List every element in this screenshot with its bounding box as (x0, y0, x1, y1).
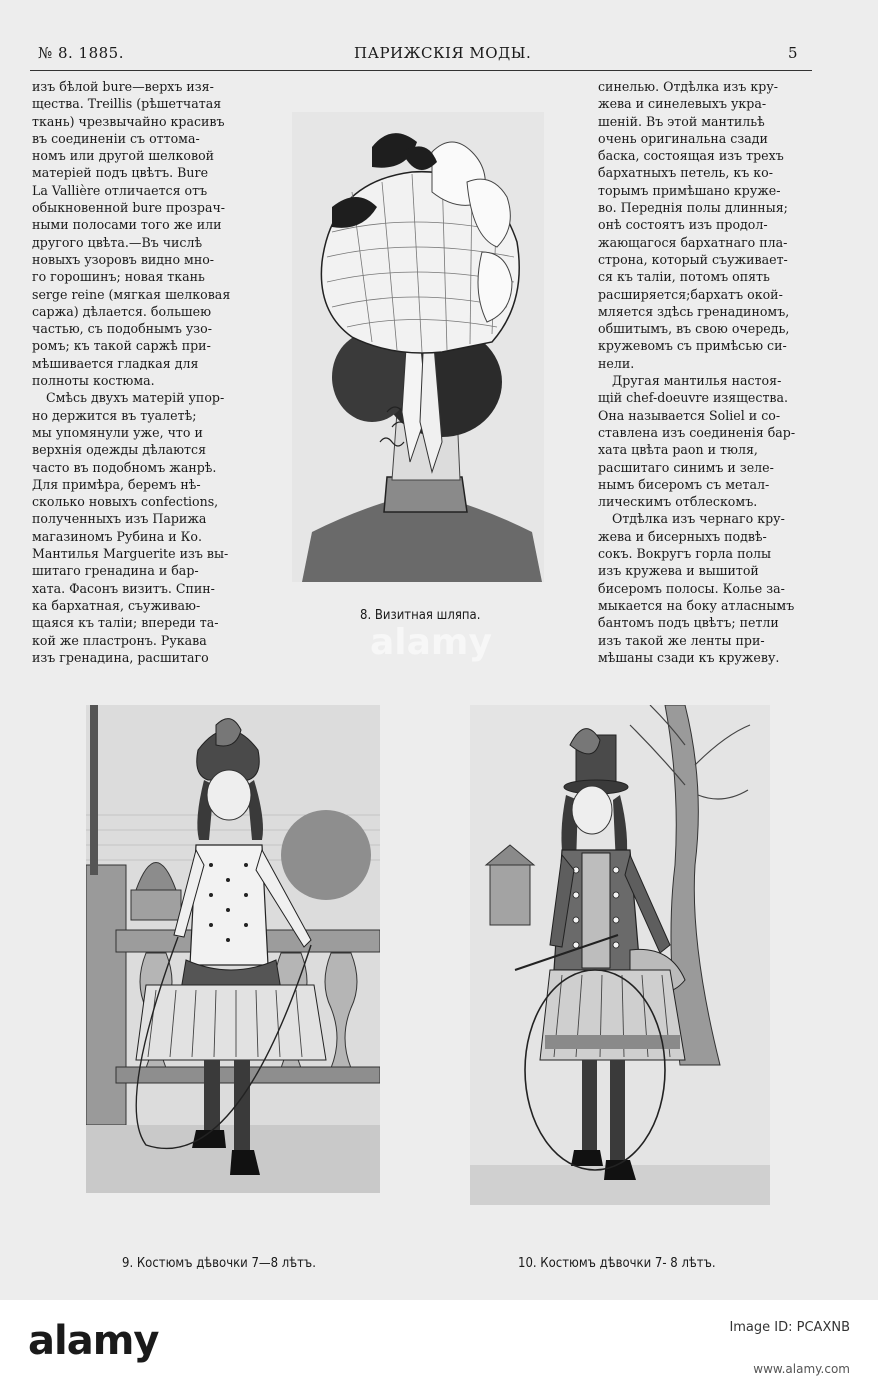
text-line: но держится въ туалетѣ; (32, 407, 197, 423)
text-line: мляется здѣсь гренадиномъ, (598, 303, 790, 319)
girl-hoop-illustration (470, 705, 770, 1205)
text-line: расширяется;бархатъ окой- (598, 286, 783, 302)
page-number: 5 (788, 44, 799, 62)
text-line: Смѣсь двухъ матерiй упор- (46, 390, 225, 406)
text-line: ткань) чрезвычайно красивъ (32, 113, 225, 129)
girl-jump-rope-illustration (86, 705, 380, 1193)
right-text-column (598, 78, 820, 666)
text-line: новыхъ узоровъ видно мно- (32, 251, 215, 267)
header-rule (30, 70, 812, 71)
text-line: верхнiя одежды дѣлаются (32, 442, 207, 458)
text-line: матерiей подъ цвѣтъ. Bure (32, 165, 209, 181)
text-line: жающагося бархатнаго пла- (598, 234, 788, 250)
text-line: другого цвѣта.—Въ числѣ (32, 234, 203, 250)
text-line: саржа) дѣлается. большею (32, 303, 212, 319)
text-line: Она называется Soliel и со- (598, 407, 781, 423)
text-line: очень оригинальна сзади (598, 130, 768, 146)
text-line: шенiй. Въ этой мантильѣ (598, 113, 765, 129)
text-line: изъ такой же ленты при- (598, 632, 765, 648)
text-line: щества. Treillis (рѣшетчатая (32, 96, 222, 112)
text-line: лическимъ отблескомъ. (598, 494, 758, 510)
text-line: Для примѣра, беремъ нѣ- (32, 476, 201, 492)
text-line: жева и синелевыхъ укра- (598, 96, 767, 112)
text-line: баска, состоящая изъ трехъ (598, 148, 784, 164)
text-line: номъ или другой шелковой (32, 148, 215, 164)
text-line: ромъ; къ такой саржѣ при- (32, 338, 211, 354)
text-line: изъ кружева и вышитой (598, 563, 759, 579)
text-line: обшитымъ, въ свою очередь, (598, 321, 790, 337)
caption-fig10: 10. Костюмъ дѣвочки 7- 8 лѣтъ. (518, 1256, 716, 1271)
text-line: ставлена изъ соединенiя бар- (598, 424, 796, 440)
text-line: шитаго гренадина и бар- (32, 563, 199, 579)
stock-logo: alamy (28, 1318, 159, 1364)
text-line: бисеромъ полосы. Колье за- (598, 580, 785, 596)
text-line: ка бархатная, съуживаю- (32, 597, 201, 613)
stock-url: www.alamy.com (753, 1362, 850, 1376)
journal-title: ПАРИЖСКIЯ МОДЫ. (354, 44, 532, 62)
text-line: Мантилья Marguerite изъ вы- (32, 546, 229, 562)
text-line: сколько новыхъ confections, (32, 494, 219, 510)
text-line: La Vallière отличается отъ (32, 182, 208, 198)
text-line: полученныхъ изъ Парижа (32, 511, 207, 527)
text-line: хата цвѣта paon и тюля, (598, 442, 758, 458)
text-line: мы упомянули уже, что и (32, 424, 203, 440)
text-line: го горошинъ; новая ткань (32, 269, 205, 285)
watermark-ghost: alamy (370, 622, 492, 663)
hat-illustration (292, 112, 544, 582)
text-line: сокъ. Вокругъ горла полы (598, 546, 772, 562)
text-line: ными полосами того же или (32, 217, 222, 233)
caption-fig9: 9. Костюмъ дѣвочки 7—8 лѣтъ. (122, 1256, 316, 1271)
text-line: торымъ примѣшано круже- (598, 182, 781, 198)
text-line: строна, который съуживает- (598, 251, 788, 267)
caption-fig8: 8. Визитная шляпа. (360, 608, 481, 623)
text-line: щаяся къ талiи; впереди та- (32, 615, 219, 631)
text-line: жева и бисерныхъ подвѣ- (598, 528, 767, 544)
text-line: часто въ подобномъ жанрѣ. (32, 459, 217, 475)
text-line: кружевомъ съ примѣсью си- (598, 338, 787, 354)
text-line: въ соединенiи съ оттома- (32, 130, 200, 146)
text-line: изъ гренадина, расшитаго (32, 649, 209, 665)
text-line: нымъ бисеромъ съ метал- (598, 476, 770, 492)
text-line: изъ бѣлой bure—верхъ изя- (32, 79, 214, 94)
text-line: бархатныхъ петель, къ ко- (598, 165, 773, 181)
text-line: онѣ состоятъ изъ продол- (598, 217, 768, 233)
text-line: Другая мантилья настоя- (612, 373, 782, 389)
text-line: нели. (598, 355, 635, 371)
issue-number: № 8. 1885. (38, 44, 124, 62)
text-line: расшитаго синимъ и зеле- (598, 459, 774, 475)
text-line: обыкновенной bure прозрач- (32, 200, 226, 216)
text-line: частью, съ подобнымъ узо- (32, 321, 212, 337)
text-line: щiй chef-doeuvre изящества. (598, 390, 789, 406)
text-line: мѣшивается гладкая для (32, 355, 199, 371)
text-line: ся къ талiи, потомъ опять (598, 269, 770, 285)
text-line: кой же пластронъ. Рукава (32, 632, 207, 648)
text-line: полноты костюма. (32, 373, 155, 389)
text-line: бантомъ подъ цвѣтъ; петли (598, 615, 779, 631)
text-line: магазиномъ Рубина и Ко. (32, 528, 202, 544)
text-line: мѣшаны сзади къ кружеву. (598, 649, 780, 665)
image-id-label: Image ID: PCAXNB (729, 1320, 850, 1335)
text-line: во. Переднiя полы длинныя; (598, 200, 788, 216)
text-line: хата. Фасонъ визитъ. Спин- (32, 580, 215, 596)
left-text-column (32, 78, 254, 666)
text-line: синелью. Отдѣлка изъ кру- (598, 79, 779, 94)
text-line: Отдѣлка изъ чернаго кру- (612, 511, 785, 527)
text-line: serge reine (мягкая шелковая (32, 286, 231, 302)
text-line: мыкается на боку атласнымъ (598, 597, 795, 613)
